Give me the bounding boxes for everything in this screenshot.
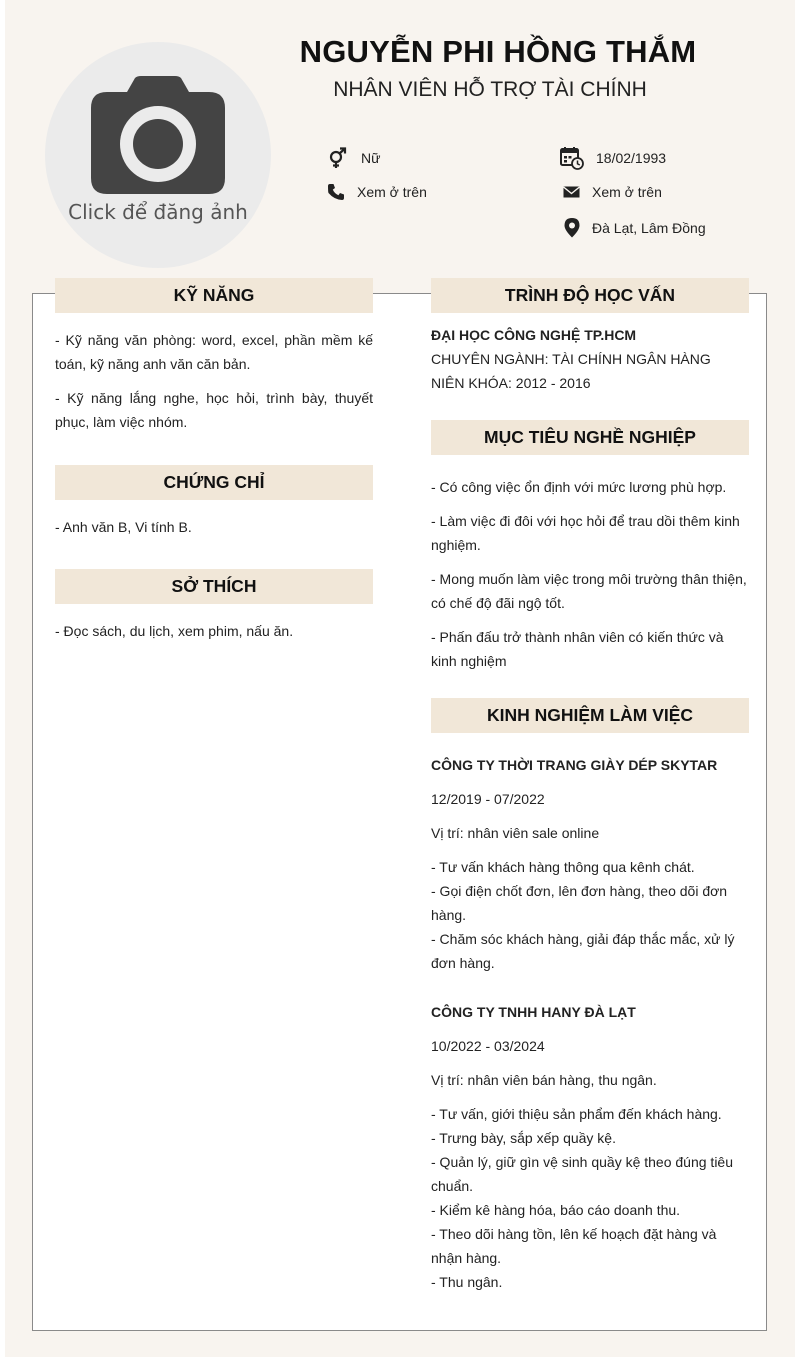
skills-heading: KỸ NĂNG — [55, 278, 373, 313]
job-duty: - Trưng bày, sắp xếp quầy kệ. — [431, 1130, 616, 1146]
certificates-text: - Anh văn B, Vi tính B. — [55, 519, 192, 535]
job-duty: - Kiểm kê hàng hóa, báo cáo doanh thu. — [431, 1202, 681, 1218]
education-years: NIÊN KHÓA: 2012 - 2016 — [431, 375, 591, 391]
address-info — [564, 218, 706, 238]
job-position: Vị trí: nhân viên bán hàng, thu ngân. — [431, 1072, 657, 1088]
job-duty: - Chăm sóc khách hàng, giải đáp thắc mắc, xử lý đơn hàng. — [431, 931, 735, 971]
objective-item: - Làm việc đi đôi với học hỏi để trau dồi thêm kinh nghiệm. — [431, 513, 740, 553]
job-duty: - Tư vấn khách hàng thông qua kênh chát. — [431, 859, 695, 875]
job-period: 12/2019 - 07/2022 — [431, 791, 545, 807]
phone-info — [327, 183, 427, 201]
email-info — [563, 184, 662, 200]
job-position: Vị trí: nhân viên sale online — [431, 825, 600, 841]
hobbies-heading: SỞ THÍCH — [55, 569, 373, 604]
skills-item: - Kỹ năng văn phòng: word, excel, phần mềm kế toán, kỹ năng anh văn căn bản. — [55, 332, 373, 372]
job-company: CÔNG TY TNHH HANY ĐÀ LẠT — [431, 1004, 636, 1020]
education-school: ĐẠI HỌC CÔNG NGHỆ TP.HCM — [431, 327, 637, 343]
map-pin-icon — [564, 218, 580, 238]
skills-item: - Kỹ năng lắng nghe, học hỏi, trình bày, thuyết phục, làm việc nhóm. — [55, 390, 373, 430]
education-heading: TRÌNH ĐỘ HỌC VẤN — [431, 278, 749, 313]
job-duty: - Theo dõi hàng tồn, lên kế hoạch đặt hàng và nhận hàng. — [431, 1226, 717, 1266]
job-duty: - Thu ngân. — [431, 1274, 503, 1290]
gender-value: Nữ — [361, 150, 381, 166]
dob-info — [560, 146, 666, 170]
gender-icon — [327, 147, 349, 169]
address-value: Đà Lạt, Lâm Đồng — [592, 220, 706, 236]
envelope-icon — [563, 185, 580, 199]
dob-value: 18/02/1993 — [596, 150, 667, 166]
job-period: 10/2022 - 03/2024 — [431, 1038, 545, 1054]
objective-heading: MỤC TIÊU NGHỀ NGHIỆP — [431, 420, 749, 455]
education-major: CHUYÊN NGÀNH: TÀI CHÍNH NGÂN HÀNG — [431, 351, 711, 367]
job-duty: - Quản lý, giữ gìn vệ sinh quầy kệ theo đúng tiêu chuẩn. — [431, 1154, 734, 1194]
job-duty: - Tư vấn, giới thiệu sản phẩm đến khách hàng. — [431, 1106, 722, 1122]
candidate-name: NGUYỄN PHI HỒNG THẮM — [299, 34, 697, 69]
job-title: NHÂN VIÊN HỖ TRỢ TÀI CHÍNH — [333, 78, 647, 101]
phone-icon — [327, 183, 345, 201]
certificates-heading: CHỨNG CHỈ — [55, 465, 373, 500]
objective-item: - Có công việc ổn định với mức lương phù hợp. — [431, 479, 727, 495]
experience-heading: KINH NGHIỆM LÀM VIỆC — [431, 698, 749, 733]
phone-value: Xem ở trên — [357, 184, 427, 200]
email-value: Xem ở trên — [592, 184, 662, 200]
avatar-upload[interactable] — [45, 42, 271, 268]
calendar-icon — [560, 146, 584, 170]
job-duty: - Gọi điện chốt đơn, lên đơn hàng, theo dõi đơn hàng. — [431, 883, 728, 923]
camera-icon — [91, 76, 225, 194]
objective-item: - Phấn đấu trở thành nhân viên có kiến thức và kinh nghiệm — [431, 629, 724, 669]
objective-item: - Mong muốn làm việc trong môi trường thân thiện, có chế độ đãi ngộ tốt. — [431, 571, 747, 611]
hobbies-text: - Đọc sách, du lịch, xem phim, nấu ăn. — [55, 623, 294, 639]
gender-info — [327, 147, 380, 169]
job-company: CÔNG TY THỜI TRANG GIÀY DÉP SKYTAR — [431, 757, 718, 773]
avatar-upload-label: Click để đăng ảnh — [68, 200, 248, 224]
